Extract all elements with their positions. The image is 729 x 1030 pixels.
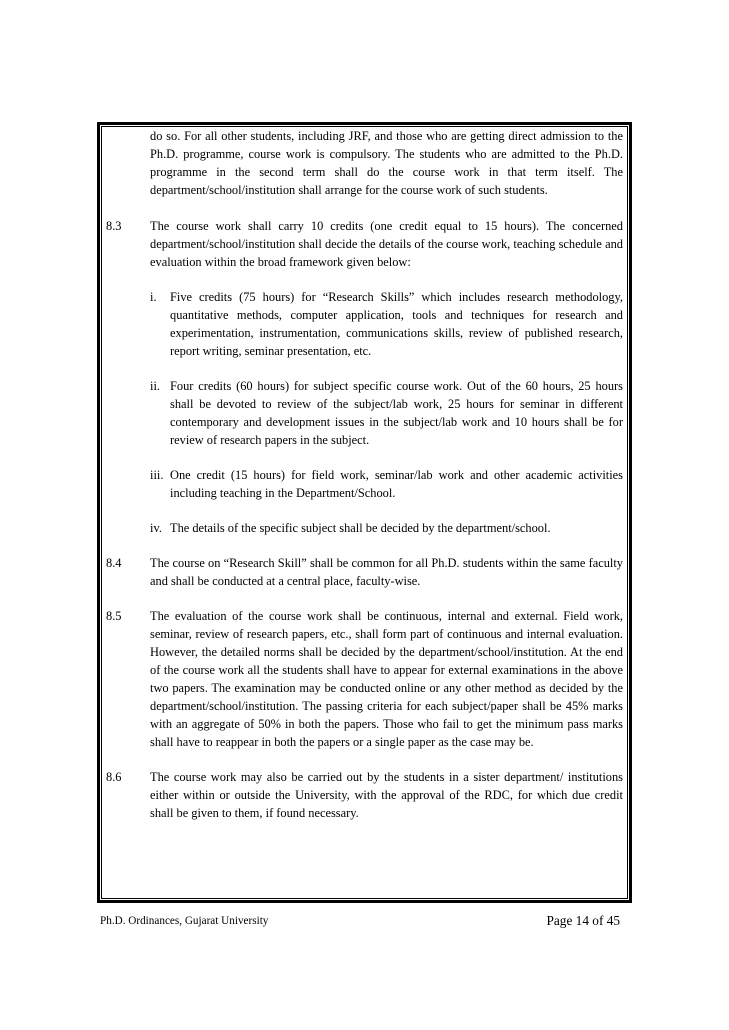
document-body [108, 127, 623, 822]
subitem-text: One credit (15 hours) for field work, seminar/lab work and other academic activities including teaching in the Department/School. [170, 468, 623, 500]
section-text: The evaluation of the course work shall be continuous, internal and external. Field work, seminar, review of research papers, etc., shall form part of continuous and internal evaluation. However, the detailed norms shall be decided by the department/school/institution. At the end of the course work all the students shall have to appear for external examinations in the above two papers. The examination may be conducted online or any other method as decided by the department/school/institution. The passing criteria for each subject/paper shall be 45% marks with an aggregate of 50% in both the papers. Those who fail to get the minimum pass marks shall have to reappear in both the papers or a single paper as the case may be. [150, 609, 623, 749]
subitem-number: iv. [150, 521, 162, 535]
section-8-5 [108, 607, 623, 751]
section-number: 8.3 [106, 219, 122, 233]
subitem-text: The details of the specific subject shall be decided by the department/school. [170, 521, 551, 535]
subitem-iii [108, 466, 623, 502]
footer-page-number: Page 14 of 45 [546, 913, 620, 928]
section-text: The course work shall carry 10 credits (one credit equal to 15 hours). The concerned department/school/institution shall decide the details of the course work, teaching schedule and evaluation within the broad framework given below: [150, 219, 623, 269]
section-number: 8.6 [106, 770, 122, 784]
section-number: 8.4 [106, 556, 122, 570]
section-8-3 [108, 217, 623, 271]
subitem-number: ii. [150, 379, 160, 393]
section-text: The course work may also be carried out by the students in a sister department/ institutions either within or outside the University, with the approval of the RDC, for which due credit shall be given to them, if found necessary. [150, 770, 623, 820]
subitem-number: i. [150, 290, 157, 304]
subitem-i [108, 288, 623, 360]
section-8-4 [108, 554, 623, 590]
continuation-paragraph: do so. For all other students, including JRF, and those who are getting direct admission to the Ph.D. programme, course work is compulsory. The students who are admitted to the Ph.D. programme in the second term shall do the course work in that term itself. The department/school/institution shall arrange for the course work of such students. [150, 129, 623, 197]
section-text: The course on “Research Skill” shall be common for all Ph.D. students within the same faculty and shall be conducted at a central place, faculty-wise. [150, 556, 623, 588]
section-8-6 [108, 768, 623, 822]
section-number: 8.5 [106, 609, 122, 623]
footer-document-title: Ph.D. Ordinances, Gujarat University [100, 915, 269, 927]
subitem-ii [108, 377, 623, 449]
subitem-text: Five credits (75 hours) for “Research Skills” which includes research methodology, quantitative methods, computer application, tools and techniques for research and experimentation, instrumentation, communications skills, review of published research, report writing, seminar presentation, etc. [170, 290, 623, 358]
subitem-iv [108, 519, 623, 537]
subitem-number: iii. [150, 468, 164, 482]
subitem-text: Four credits (60 hours) for subject specific course work. Out of the 60 hours, 25 hours shall be devoted to review of the subject/lab work, 25 hours for seminar in different contemporary and development issues in the subject/lab work and 10 hours shall be for review of research papers in the subject. [170, 379, 623, 447]
page-footer [100, 913, 620, 931]
